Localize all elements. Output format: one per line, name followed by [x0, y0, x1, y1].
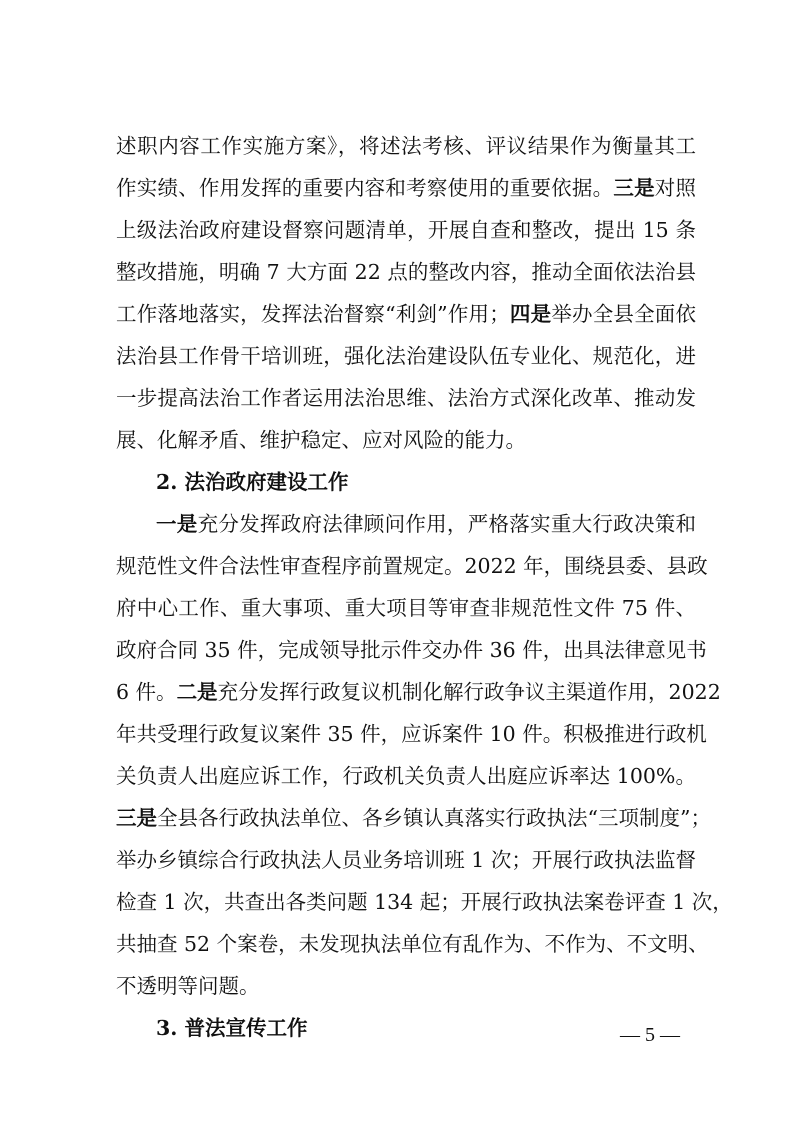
paragraph-line: 工作落地落实，发挥法治督察“利剑”作用；四是举办全县全面依	[116, 302, 696, 326]
section-heading: 3. 普法宣传工作	[156, 1016, 308, 1040]
paragraph-line: 规范性文件合法性审查程序前置规定。2022 年，围绕县委、县政	[116, 554, 708, 578]
paragraph-line: 整改措施，明确 7 大方面 22 点的整改内容，推动全面依法治县	[116, 260, 696, 284]
bold-marker: 三是	[613, 176, 655, 200]
paragraph-line: 上级法治政府建设督察问题清单，开展自查和整改，提出 15 条	[116, 218, 696, 242]
paragraph-line: 作实绩、作用发挥的重要内容和考察使用的重要依据。三是对照	[116, 176, 697, 200]
page-number: — 5 —	[620, 1024, 680, 1046]
bold-marker: 一是	[156, 512, 198, 536]
paragraph-line: 一步提高法治工作者运用法治思维、法治方式深化改革、推动发	[116, 386, 696, 410]
bold-marker: 二是	[176, 680, 218, 704]
paragraph-line: 三是全县各行政执法单位、各乡镇认真落实行政执法“三项制度”；	[116, 806, 711, 830]
paragraph-line: 不透明等问题。	[116, 974, 260, 998]
paragraph-line: 关负责人出庭应诉工作，行政机关负责人出庭应诉率达 100%。	[116, 764, 696, 788]
paragraph-line: 述职内容工作实施方案》，将述法考核、评议结果作为衡量其工	[116, 134, 696, 158]
bold-marker: 三是	[116, 806, 157, 830]
paragraph-line: 共抽查 52 个案卷，未发现执法单位有乱作为、不作为、不文明、	[116, 932, 709, 956]
paragraph-line: 法治县工作骨干培训班，强化法治建设队伍专业化、规范化，进	[116, 344, 696, 368]
paragraph-line: 检查 1 次，共查出各类问题 134 起；开展行政执法案卷评查 1 次，	[116, 890, 733, 914]
paragraph-line: 年共受理行政复议案件 35 件，应诉案件 10 件。积极推进行政机	[116, 722, 707, 746]
paragraph-line: 展、化解矛盾、维护稳定、应对风险的能力。	[116, 428, 526, 452]
section-heading: 2. 法治政府建设工作	[156, 470, 349, 494]
paragraph-line: 府中心工作、重大事项、重大项目等审查非规范性文件 75 件、	[116, 596, 696, 620]
paragraph-line: 举办乡镇综合行政执法人员业务培训班 1 次；开展行政执法监督	[116, 848, 696, 872]
bold-marker: 四是	[509, 302, 552, 326]
paragraph-line: 6 件。二是充分发挥行政复议机制化解行政争议主渠道作用，2022	[116, 680, 721, 704]
paragraph-line: 一是充分发挥政府法律顾问作用，严格落实重大行政决策和	[156, 512, 697, 536]
paragraph-line: 政府合同 35 件，完成领导批示件交办件 36 件，出具法律意见书	[116, 638, 707, 662]
